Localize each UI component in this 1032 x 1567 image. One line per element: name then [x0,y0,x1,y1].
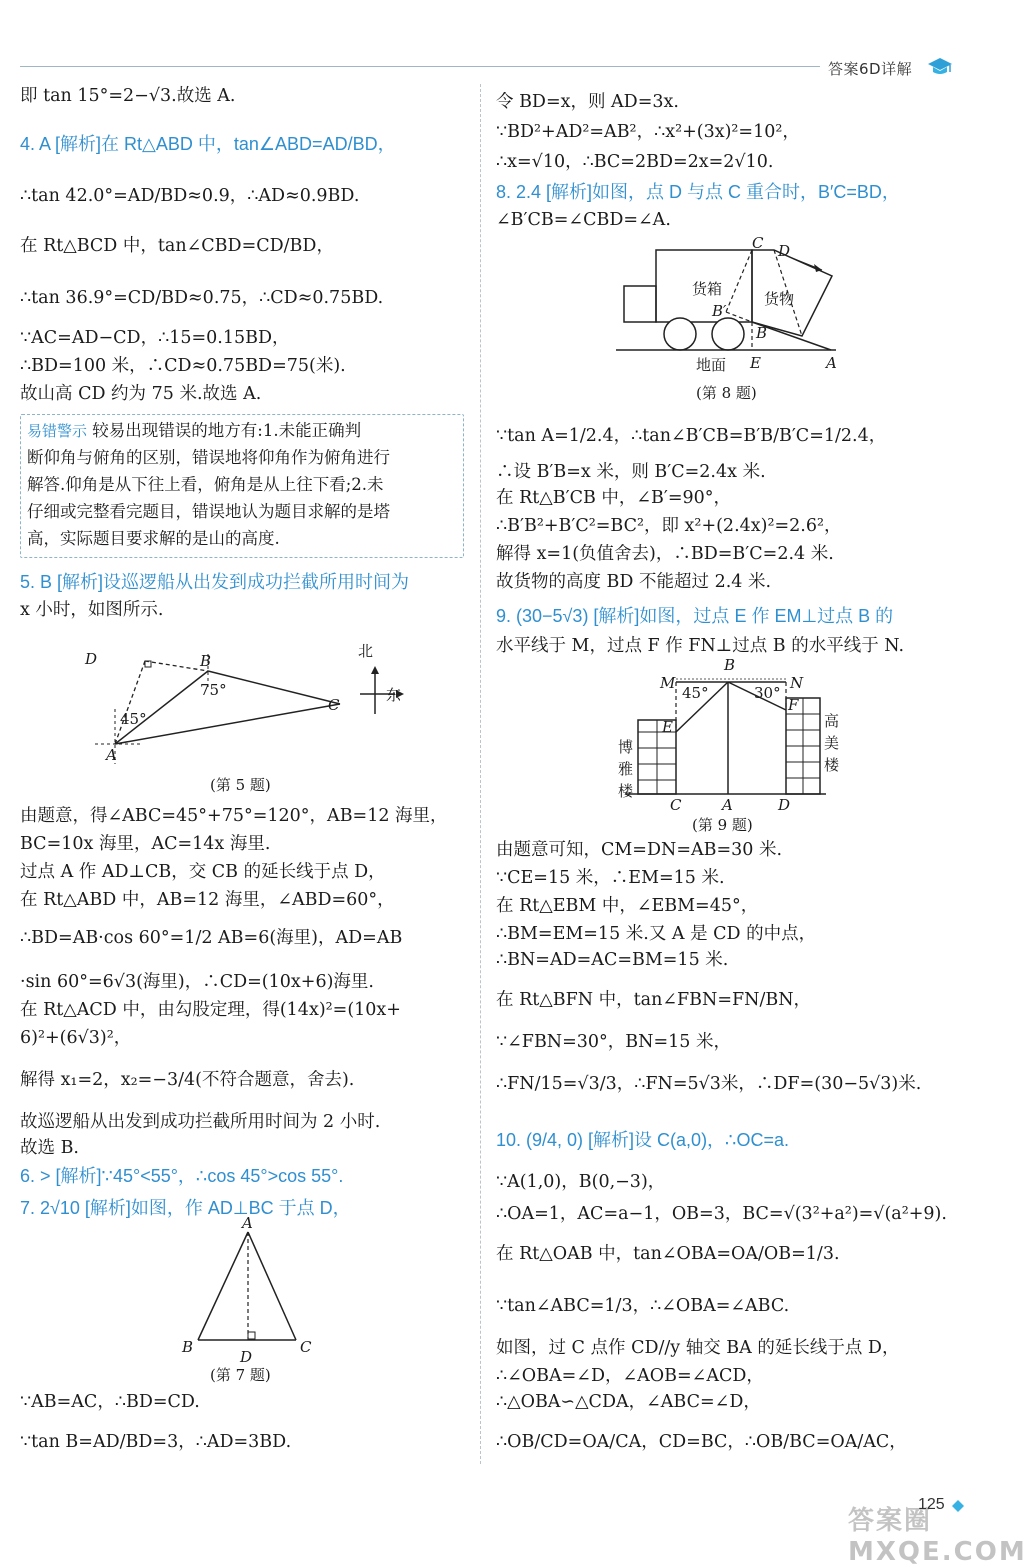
answer-8: 8. 2.4 [解析]如图，点 D 与点 C 重合时，B′C=BD， [496,182,900,202]
text-line: ∴BN=AD=AC=BM=15 米. [496,950,729,970]
tip-label: 易错警示 [27,422,88,440]
label-ya: 雅 [618,760,634,778]
figure-7-caption: (第 7 题) [210,1366,271,1384]
text-line: ∴OA=1，AC=a−1，OB=3，BC=√(3²+a²)=√(a²+9). [496,1204,947,1224]
header-rule [20,66,820,67]
label-D: D [778,242,791,260]
text-line: ∠B′CB=∠CBD=∠A. [496,210,671,230]
text-line: ∴∠OBA=∠D，∠AOB=∠ACD， [496,1366,764,1386]
text-line: ∴△OBA∽△CDA，∠ABC=∠D， [496,1392,761,1412]
answer-10: 10. (9/4, 0) [解析]设 C(a,0)，∴OC=a. [496,1130,790,1150]
label-B: B [724,656,736,674]
label-B: B [182,1338,194,1356]
label-A: A [242,1214,253,1232]
text-line: ∵AB=AC，∴BD=CD. [20,1392,200,1412]
label-east: 东 [386,686,402,704]
label-M: M [660,674,676,692]
text-line: ∴FN/15=√3/3，∴FN=5√3米，∴DF=(30−5√3)米. [496,1074,922,1094]
column-divider [480,84,481,1464]
label-C: C [328,696,340,714]
figure-8 [616,236,846,366]
label-A: A [106,746,117,764]
label-E: E [662,718,673,736]
text-line: 在 Rt△B′CB 中，∠B′=90°， [496,488,732,508]
label-B: B [200,652,212,670]
header-title: 答案6D详解 [828,60,913,78]
text-line: ∴设 B′B=x 米，则 B′C=2.4x 米. [496,462,766,482]
label-30: 30° [754,684,781,702]
text-line: ∵tan A=1/2.4，∴tan∠B′CB=B′B/B′C=1/2.4， [496,426,887,446]
label-bo: 博 [618,738,634,756]
answer-7: 7. 2√10 [解析]如图，作 AD⊥BC 于点 D， [20,1198,351,1218]
tip-line: 断仰角与俯角的区别，错误地将仰角作为俯角进行 [27,448,390,467]
label-north: 北 [358,642,374,660]
text-line: ∴tan 36.9°=CD/BD≈0.75，∴CD≈0.75BD. [20,288,384,308]
text-line: 在 Rt△EBM 中，∠EBM=45°， [496,896,759,916]
text-line: ∴BM=EM=15 米.又 A 是 CD 的中点， [496,924,817,944]
text-line: ∴x=√10，∴BC=2BD=2x=2√10. [496,152,774,172]
text-line: ∴OB/CD=OA/CA，CD=BC，∴OB/BC=OA/AC， [496,1432,907,1452]
answer-5: 5. B [解析]设巡逻船从出发到成功拦截所用时间为 [20,572,410,592]
text-line: ∴BD=AB·cos 60°=1/2 AB=6(海里)，AD=AB [20,928,403,948]
text-line: 在 Rt△BFN 中，tan∠FBN=FN/BN， [496,990,812,1010]
label-goods: 货物 [764,290,795,308]
text-line: ·sin 60°=6√3(海里)，∴CD=(10x+6)海里. [20,972,374,992]
page-badge-icon [950,1498,966,1514]
label-45: 45° [682,684,709,702]
answer-9: 9. (30−5√3) [解析]如图，过点 E 作 EM⊥过点 B 的 [496,606,894,626]
text-line: 在 Rt△ABD 中，AB=12 海里，∠ABD=60°， [20,890,395,910]
text-line: 过点 A 作 AD⊥CB，交 CB 的延长线于点 D， [20,862,386,882]
answer-4: 4. A [解析]在 Rt△ABD 中，tan∠ABD=AD/BD， [20,134,396,154]
error-tip-box [20,414,464,558]
label-lou: 楼 [618,782,634,800]
label-F: F [788,696,799,714]
text-line: 故货物的高度 BD 不能超过 2.4 米. [496,572,772,592]
text-line: x 小时，如图所示. [20,600,164,620]
label-E: E [750,354,761,372]
label-N: N [790,674,804,692]
label-C: C [300,1338,312,1356]
figure-7 [180,1228,320,1348]
label-C: C [752,234,764,252]
text-line: ∵CE=15 米，∴EM=15 米. [496,868,725,888]
label-gao: 高 [824,712,840,730]
answer-6: 6. > [解析]∵45°<55°，∴cos 45°>cos 55°. [20,1166,344,1186]
text-line: 即 tan 15°=2−√3.故选 A. [20,86,236,106]
tip-line: 解答.仰角是从下往上看，俯角是从上往下看;2.未 [27,475,384,494]
label-ground: 地面 [696,356,727,374]
text-line: 水平线于 M，过点 F 作 FN⊥过点 B 的水平线于 N. [496,636,905,656]
label-D: D [240,1348,253,1366]
label-D: D [85,650,98,668]
label-A: A [826,354,837,372]
label-cargo-box: 货箱 [692,280,723,298]
text-line: ∵tan∠ABC=1/3，∴∠OBA=∠ABC. [496,1296,790,1316]
watermark: 答案圈 MXQE.COM [848,1506,1027,1567]
label-75: 75° [200,681,227,699]
text-line: ∵A(1,0)，B(0,−3)， [496,1172,666,1192]
text-line: 解得 x=1(负值舍去)，∴BD=B′C=2.4 米. [496,544,834,564]
label-D: D [778,796,791,814]
graduation-cap-icon [926,55,954,79]
text-line: 在 Rt△BCD 中，tan∠CBD=CD/BD， [20,236,334,256]
text-line: 由题意可知，CM=DN=AB=30 米. [496,840,783,860]
text-line: 故巡逻船从出发到成功拦截所用时间为 2 小时. [20,1112,381,1132]
text-line: ∴tan 42.0°=AD/BD≈0.9，∴AD≈0.9BD. [20,186,360,206]
tip-text: 较易出现错误的地方有:1.未能正确判 [92,421,362,440]
figure-8-caption: (第 8 题) [696,384,757,402]
text-line: ∵AC=AD−CD，∴15=0.15BD， [20,328,290,348]
label-B-prime: B′ [712,302,727,320]
label-mei: 美 [824,734,840,752]
text-line: 令 BD=x，则 AD=3x. [496,92,679,112]
label-B: B [756,324,768,342]
text-line: ∴B′B²+B′C²=BC²，即 x²+(2.4x)²=2.6²， [496,516,842,536]
label-C: C [670,796,682,814]
page-number: 125 [918,1496,945,1513]
text-line: 故选 B. [20,1138,79,1158]
text-line: ∵BD²+AD²=AB²，∴x²+(3x)²=10²， [496,122,800,142]
label-lou2: 楼 [824,756,840,774]
text-line: ∵tan B=AD/BD=3，∴AD=3BD. [20,1432,292,1452]
figure-9-caption: (第 9 题) [692,816,753,834]
text-line: BC=10x 海里，AC=14x 海里. [20,834,271,854]
label-A: A [722,796,733,814]
text-line: 如图，过 C 点作 CD//y 轴交 BA 的延长线于点 D， [496,1338,900,1358]
text-line: 在 Rt△OAB 中，tan∠OBA=OA/OB=1/3. [496,1244,840,1264]
text-line: ∴BD=100 米，∴CD≈0.75BD=75(米). [20,356,346,376]
text-line: 在 Rt△ACD 中，由勾股定理，得(14x)²=(10x+ [20,1000,401,1020]
text-line: 解得 x₁=2，x₂=−3/4(不符合题意，舍去). [20,1070,355,1090]
text-line: 故山高 CD 约为 75 米.故选 A. [20,384,262,404]
label-45: 45° [120,710,147,728]
text-line: ∵∠FBN=30°，BN=15 米， [496,1032,731,1052]
tip-line: 仔细或完整看完题目，错误地认为题目求解的是塔 [27,502,390,521]
figure-5-caption: (第 5 题) [210,776,271,794]
tip-line [27,419,361,443]
text-line: 6)²+(6√3)²， [20,1028,132,1048]
tip-line: 高，实际题目要求解的是山的高度. [27,529,280,548]
text-line: 由题意，得∠ABC=45°+75°=120°，AB=12 海里， [20,806,448,826]
